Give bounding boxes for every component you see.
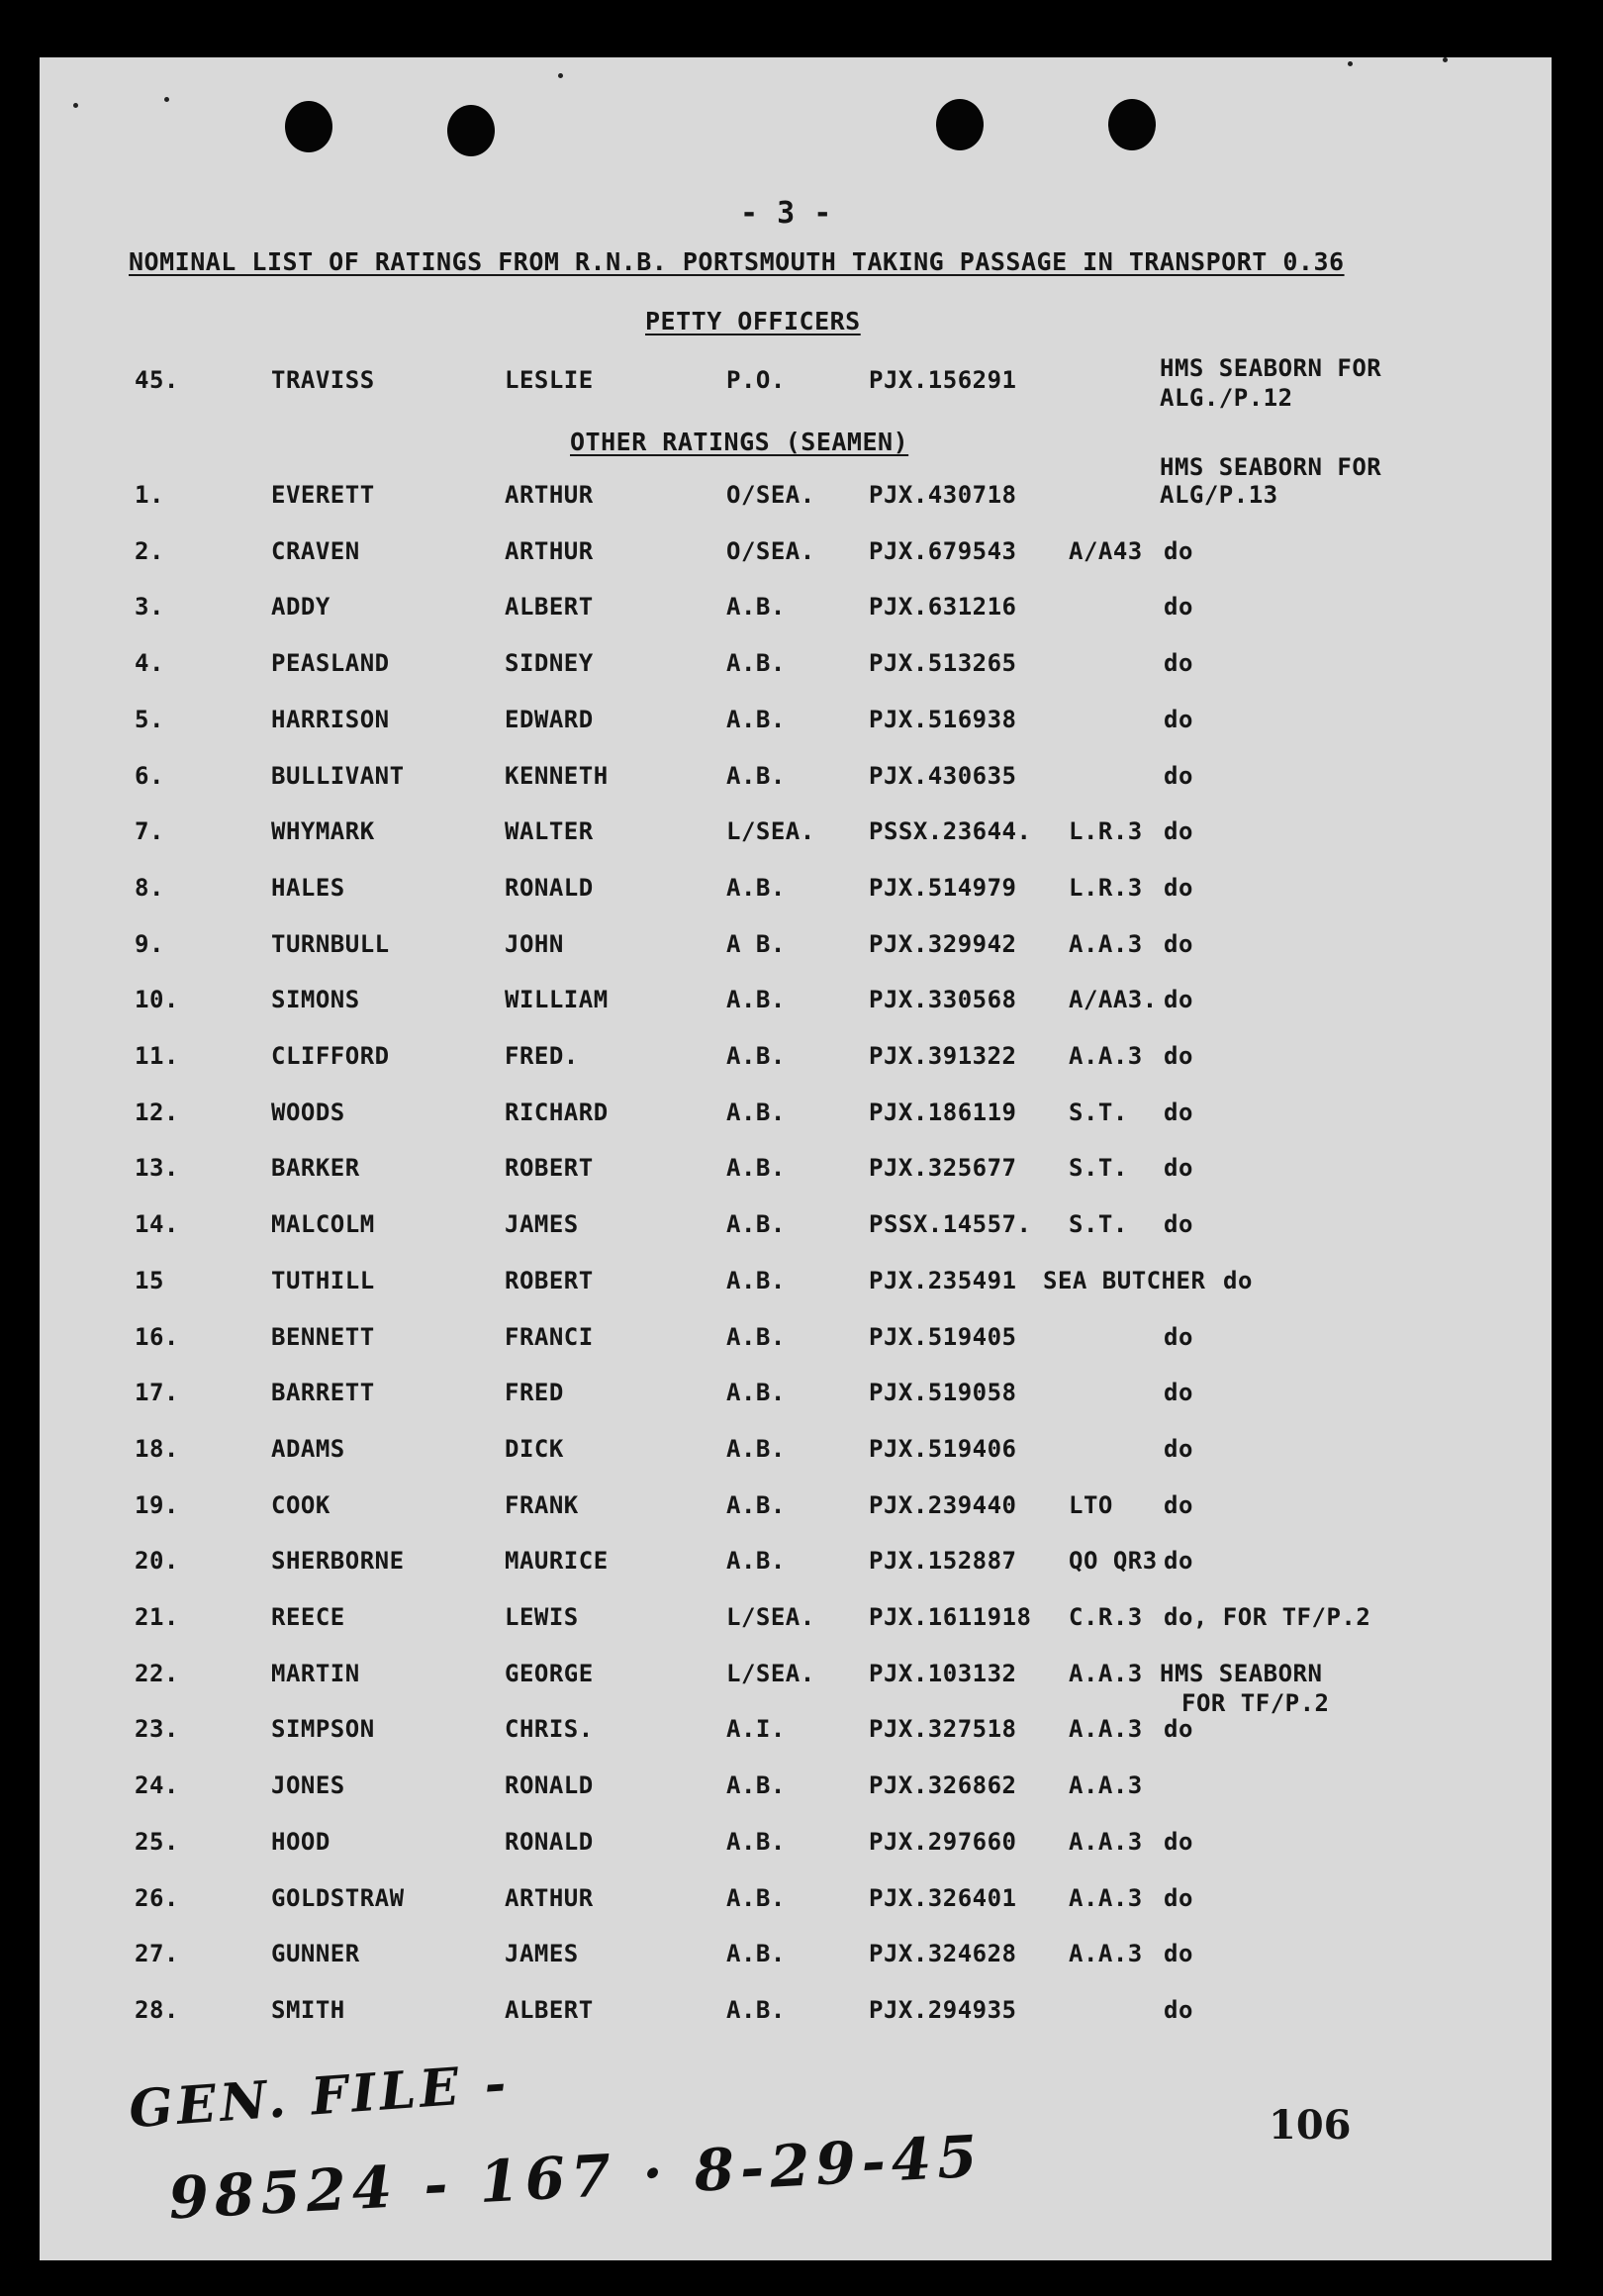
- remarks: do: [1164, 1828, 1193, 1856]
- official-number: PJX.235491: [869, 1267, 1017, 1294]
- qualification: L.R.3: [1069, 874, 1143, 902]
- rating-row: [40, 1435, 1552, 1475]
- forename: JAMES: [505, 1940, 579, 1967]
- official-number: PJX.519405: [869, 1323, 1017, 1351]
- document-title: NOMINAL LIST OF RATINGS FROM R.N.B. PORTSMOUTH TAKING PASSAGE IN TRANSPORT 0.36: [129, 247, 1345, 276]
- official-number: PJX.679543: [869, 537, 1017, 565]
- paper-speck: [73, 103, 78, 108]
- official-number: PJX.152887: [869, 1547, 1017, 1575]
- rating-number: 14.: [135, 1210, 179, 1238]
- forename: ROBERT: [505, 1267, 594, 1294]
- official-number: PJX.514979: [869, 874, 1017, 902]
- paper-speck: [164, 97, 169, 102]
- rating-number: 26.: [135, 1884, 179, 1912]
- rating: A.B.: [726, 1154, 786, 1182]
- rating-row: [40, 1547, 1552, 1586]
- rating: A.B.: [726, 1210, 786, 1238]
- rating: P.O.: [726, 366, 786, 394]
- forename: RONALD: [505, 1828, 594, 1856]
- handwritten-file-number: 98524 - 167 · 8-29-45: [166, 2122, 986, 2233]
- rating: A.B.: [726, 1771, 786, 1799]
- qualification: S.T.: [1069, 1099, 1128, 1126]
- official-number: PJX.519406: [869, 1435, 1017, 1463]
- rating: A.B.: [726, 1828, 786, 1856]
- rating-row: [40, 1715, 1552, 1755]
- remarks: do, FOR TF/P.2: [1164, 1603, 1371, 1631]
- official-number: PJX.513265: [869, 649, 1017, 677]
- petty-officer-row: [40, 354, 1552, 412]
- rating-row: [40, 1771, 1552, 1811]
- forename: DICK: [505, 1435, 564, 1463]
- surname: MALCOLM: [271, 1210, 375, 1238]
- remarks: do: [1164, 1379, 1193, 1406]
- rating-row: [40, 930, 1552, 970]
- surname: TRAVISS: [271, 366, 375, 394]
- rating: A.B.: [726, 762, 786, 790]
- official-number: PJX.326862: [869, 1771, 1017, 1799]
- rating-number: 15: [135, 1267, 164, 1294]
- rating-number: 12.: [135, 1099, 179, 1126]
- surname: BENNETT: [271, 1323, 375, 1351]
- forename: WILLIAM: [505, 986, 609, 1013]
- rating-row: [40, 1379, 1552, 1418]
- qualification: A.A.3: [1069, 1715, 1143, 1743]
- surname: HALES: [271, 874, 345, 902]
- rating: A.B.: [726, 1042, 786, 1070]
- rating: A.B.: [726, 1884, 786, 1912]
- rating-row: [40, 1603, 1552, 1643]
- rating: O/SEA.: [726, 481, 815, 509]
- official-number: PJX.516938: [869, 706, 1017, 733]
- official-number: PJX.186119: [869, 1099, 1017, 1126]
- rating-row: [40, 1210, 1552, 1250]
- remarks: do: [1164, 1154, 1193, 1182]
- forename: EDWARD: [505, 706, 594, 733]
- rating-number: 20.: [135, 1547, 179, 1575]
- rating: A.B.: [726, 1379, 786, 1406]
- rating: A.B.: [726, 1267, 786, 1294]
- rating-number: 17.: [135, 1379, 179, 1406]
- forename: FRANK: [505, 1491, 579, 1519]
- handwritten-file-note: GEN. FILE -: [127, 2053, 513, 2141]
- paper-speck: [1443, 57, 1448, 62]
- rating: A.B.: [726, 706, 786, 733]
- forename: JAMES: [505, 1210, 579, 1238]
- forename: WALTER: [505, 817, 594, 845]
- rating-row: [40, 453, 1552, 521]
- section-heading-other-ratings: OTHER RATINGS (SEAMEN): [570, 428, 909, 456]
- remarks: do: [1164, 1715, 1193, 1743]
- rating-row: [40, 649, 1552, 689]
- official-number: PJX.1611918: [869, 1603, 1032, 1631]
- forename: JOHN: [505, 930, 564, 958]
- remarks: do: [1164, 593, 1193, 621]
- rating-number: 1.: [135, 481, 164, 509]
- surname: EVERETT: [271, 481, 375, 509]
- official-number: PJX.329942: [869, 930, 1017, 958]
- official-number: PSSX.14557.: [869, 1210, 1032, 1238]
- surname: BARKER: [271, 1154, 360, 1182]
- rating-number: 11.: [135, 1042, 179, 1070]
- remarks: HMS SEABORN: [1160, 1660, 1323, 1687]
- forename: ARTHUR: [505, 537, 594, 565]
- rating: L/SEA.: [726, 1603, 815, 1631]
- rating: A.I.: [726, 1715, 786, 1743]
- rating-row: [40, 1884, 1552, 1924]
- rating-row: [40, 1099, 1552, 1138]
- forename: ARTHUR: [505, 1884, 594, 1912]
- rating-row: [40, 1940, 1552, 1979]
- surname: BARRETT: [271, 1379, 375, 1406]
- rating-number: 7.: [135, 817, 164, 845]
- rating-number: 25.: [135, 1828, 179, 1856]
- remarks: do: [1164, 986, 1193, 1013]
- rating-number: 9.: [135, 930, 164, 958]
- rating-number: 23.: [135, 1715, 179, 1743]
- rating-row: [40, 874, 1552, 913]
- qualification: SEA BUTCHER: [1043, 1267, 1206, 1294]
- forename: ALBERT: [505, 1996, 594, 2024]
- remarks: do: [1164, 649, 1193, 677]
- rating-number: 19.: [135, 1491, 179, 1519]
- forename: LEWIS: [505, 1603, 579, 1631]
- remarks: do: [1164, 1435, 1193, 1463]
- document-page: [40, 57, 1552, 2260]
- rating-row: [40, 1323, 1552, 1363]
- remarks: HMS SEABORN FOR: [1160, 354, 1382, 382]
- surname: WOODS: [271, 1099, 345, 1126]
- official-number: PJX.430635: [869, 762, 1017, 790]
- surname: REECE: [271, 1603, 345, 1631]
- surname: SMITH: [271, 1996, 345, 2024]
- qualification: S.T.: [1069, 1154, 1128, 1182]
- qualification: A.A.3: [1069, 930, 1143, 958]
- surname: ADDY: [271, 593, 330, 621]
- qualification: A/A43: [1069, 537, 1143, 565]
- surname: CLIFFORD: [271, 1042, 390, 1070]
- qualification: S.T.: [1069, 1210, 1128, 1238]
- rating-row: [40, 537, 1552, 577]
- remarks: do: [1223, 1267, 1253, 1294]
- official-number: PJX.519058: [869, 1379, 1017, 1406]
- qualification: A.A.3: [1069, 1940, 1143, 1967]
- remarks: do: [1164, 817, 1193, 845]
- surname: COOK: [271, 1491, 330, 1519]
- rating-number: 27.: [135, 1940, 179, 1967]
- rating-row: [40, 1996, 1552, 2036]
- forename: KENNETH: [505, 762, 609, 790]
- surname: JONES: [271, 1771, 345, 1799]
- official-number: PJX.327518: [869, 1715, 1017, 1743]
- forename: MAURICE: [505, 1547, 609, 1575]
- rating: A.B.: [726, 593, 786, 621]
- rating-row: [40, 817, 1552, 857]
- surname: ADAMS: [271, 1435, 345, 1463]
- rating: A.B.: [726, 649, 786, 677]
- forename: GEORGE: [505, 1660, 594, 1687]
- rating-row: [40, 1267, 1552, 1306]
- rating-number: 5.: [135, 706, 164, 733]
- rating: L/SEA.: [726, 1660, 815, 1687]
- remarks: do: [1164, 874, 1193, 902]
- forename: RICHARD: [505, 1099, 609, 1126]
- rating: A.B.: [726, 1099, 786, 1126]
- rating: A.B.: [726, 986, 786, 1013]
- official-number: PJX.330568: [869, 986, 1017, 1013]
- official-number: PJX.103132: [869, 1660, 1017, 1687]
- remarks-continued: FOR TF/P.2: [1181, 1689, 1330, 1717]
- punch-hole: [447, 105, 495, 156]
- rating: A.B.: [726, 1996, 786, 2024]
- qualification: A.A.3: [1069, 1771, 1143, 1799]
- rating: A.B.: [726, 1491, 786, 1519]
- rating-number: 8.: [135, 874, 164, 902]
- punch-hole: [285, 101, 332, 152]
- rating-number: 16.: [135, 1323, 179, 1351]
- qualification: C.R.3: [1069, 1603, 1143, 1631]
- rating-number: 45.: [135, 366, 179, 394]
- qualification: A.A.3: [1069, 1828, 1143, 1856]
- qualification: A.A.3: [1069, 1042, 1143, 1070]
- official-number: PJX.294935: [869, 1996, 1017, 2024]
- paper-speck: [558, 73, 563, 78]
- rating: L/SEA.: [726, 817, 815, 845]
- surname: MARTIN: [271, 1660, 360, 1687]
- rating-row: [40, 1660, 1552, 1717]
- surname: BULLIVANT: [271, 762, 405, 790]
- rating: A.B.: [726, 1940, 786, 1967]
- official-number: PJX.156291: [869, 366, 1017, 394]
- rating-row: [40, 593, 1552, 632]
- rating-row: [40, 1491, 1552, 1531]
- rating-number: 10.: [135, 986, 179, 1013]
- stamped-page-number: 106: [1269, 2102, 1352, 2149]
- official-number: PJX.239440: [869, 1491, 1017, 1519]
- remarks: do: [1164, 762, 1193, 790]
- punch-hole: [936, 99, 984, 150]
- remarks: do: [1164, 1210, 1193, 1238]
- rating-number: 6.: [135, 762, 164, 790]
- forename: FRANCI: [505, 1323, 594, 1351]
- remarks: do: [1164, 1996, 1193, 2024]
- page-number: - 3 -: [740, 196, 832, 231]
- official-number: PJX.325677: [869, 1154, 1017, 1182]
- rating-row: [40, 1828, 1552, 1867]
- forename: SIDNEY: [505, 649, 594, 677]
- rating: A.B.: [726, 1323, 786, 1351]
- official-number: PJX.631216: [869, 593, 1017, 621]
- forename: CHRIS.: [505, 1715, 594, 1743]
- surname: SHERBORNE: [271, 1547, 405, 1575]
- remarks: do: [1164, 930, 1193, 958]
- surname: WHYMARK: [271, 817, 375, 845]
- rating-number: 18.: [135, 1435, 179, 1463]
- official-number: PJX.391322: [869, 1042, 1017, 1070]
- forename: FRED.: [505, 1042, 579, 1070]
- rating-row: [40, 1154, 1552, 1194]
- rating-number: 3.: [135, 593, 164, 621]
- forename: RONALD: [505, 874, 594, 902]
- remarks: do: [1164, 1547, 1193, 1575]
- surname: GOLDSTRAW: [271, 1884, 405, 1912]
- rating: A.B.: [726, 874, 786, 902]
- official-number: PJX.430718: [869, 481, 1017, 509]
- forename: ARTHUR: [505, 481, 594, 509]
- surname: SIMONS: [271, 986, 360, 1013]
- remarks: do: [1164, 1323, 1193, 1351]
- punch-hole: [1108, 99, 1156, 150]
- rating: O/SEA.: [726, 537, 815, 565]
- qualification: LTO: [1069, 1491, 1113, 1519]
- rating-row: [40, 1042, 1552, 1082]
- remarks: do: [1164, 1042, 1193, 1070]
- rating-row: [40, 986, 1552, 1025]
- remarks: do: [1164, 1884, 1193, 1912]
- rating-number: 22.: [135, 1660, 179, 1687]
- rating-number: 4.: [135, 649, 164, 677]
- remarks: do: [1164, 1940, 1193, 1967]
- rating-number: 21.: [135, 1603, 179, 1631]
- surname: SIMPSON: [271, 1715, 375, 1743]
- forename: ROBERT: [505, 1154, 594, 1182]
- remarks: do: [1164, 706, 1193, 733]
- rating-row: [40, 762, 1552, 802]
- remarks: do: [1164, 1099, 1193, 1126]
- official-number: PJX.326401: [869, 1884, 1017, 1912]
- rating-number: 28.: [135, 1996, 179, 2024]
- rating-number: 24.: [135, 1771, 179, 1799]
- official-number: PSSX.23644.: [869, 817, 1032, 845]
- qualification: L.R.3: [1069, 817, 1143, 845]
- surname: HARRISON: [271, 706, 390, 733]
- remarks-continued: ALG/P.13: [1160, 481, 1278, 509]
- remarks: HMS SEABORN FOR: [1160, 453, 1382, 481]
- rating: A.B.: [726, 1435, 786, 1463]
- rating-number: 2.: [135, 537, 164, 565]
- qualification: A.A.3: [1069, 1660, 1143, 1687]
- rating-number: 13.: [135, 1154, 179, 1182]
- surname: HOOD: [271, 1828, 330, 1856]
- surname: CRAVEN: [271, 537, 360, 565]
- surname: TUTHILL: [271, 1267, 375, 1294]
- remarks: do: [1164, 1491, 1193, 1519]
- official-number: PJX.324628: [869, 1940, 1017, 1967]
- rating: A B.: [726, 930, 786, 958]
- forename: RONALD: [505, 1771, 594, 1799]
- forename: FRED: [505, 1379, 564, 1406]
- remarks-continued: ALG./P.12: [1160, 384, 1293, 412]
- qualification: QO QR3: [1069, 1547, 1158, 1575]
- rating-row: [40, 706, 1552, 745]
- official-number: PJX.297660: [869, 1828, 1017, 1856]
- surname: GUNNER: [271, 1940, 360, 1967]
- surname: TURNBULL: [271, 930, 390, 958]
- paper-speck: [1348, 61, 1353, 66]
- forename: LESLIE: [505, 366, 594, 394]
- section-heading-petty-officers: PETTY OFFICERS: [645, 307, 861, 335]
- remarks: do: [1164, 537, 1193, 565]
- qualification: A/AA3.: [1069, 986, 1158, 1013]
- qualification: A.A.3: [1069, 1884, 1143, 1912]
- surname: PEASLAND: [271, 649, 390, 677]
- rating: A.B.: [726, 1547, 786, 1575]
- forename: ALBERT: [505, 593, 594, 621]
